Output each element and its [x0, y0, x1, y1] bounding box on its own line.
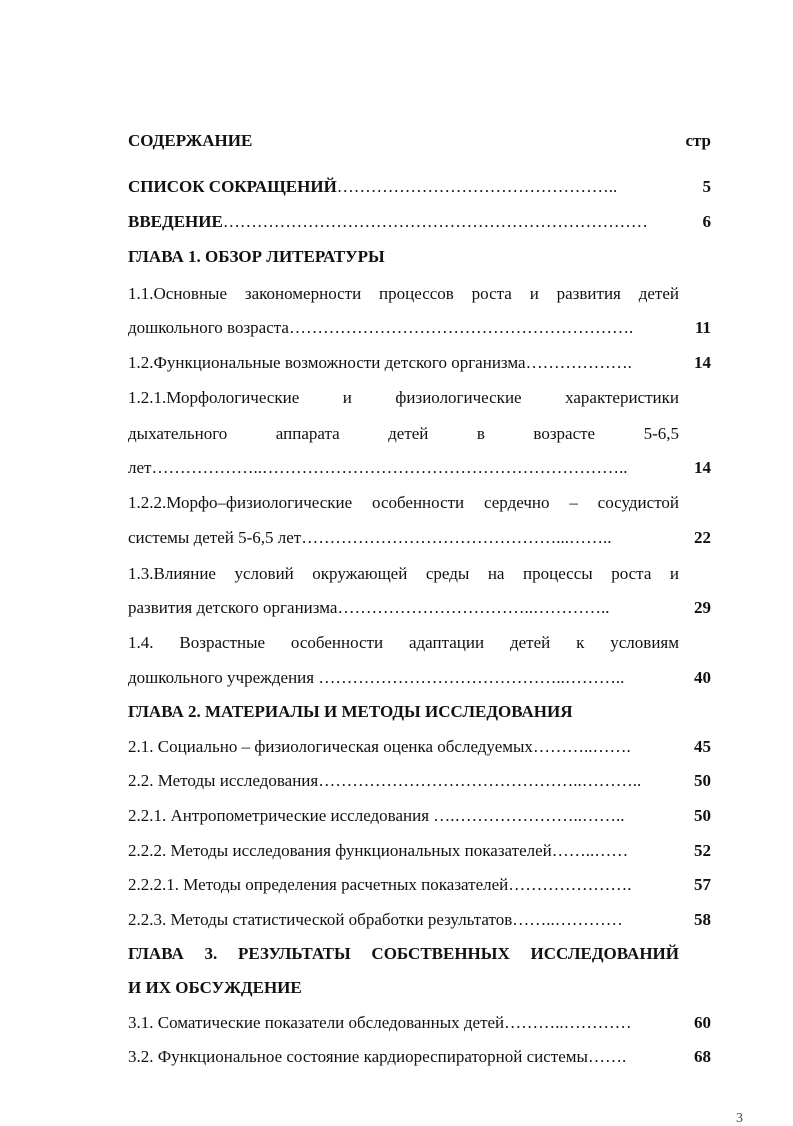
entry-page: 57: [694, 875, 711, 894]
entry-page: 58: [694, 910, 711, 929]
toc-entry-1-4: [128, 668, 711, 688]
toc-entry-1-1: [128, 318, 711, 338]
entry-page: 52: [694, 841, 711, 860]
chapter-3-heading-line2: И ИХ ОБСУЖДЕНИЕ: [128, 978, 302, 997]
toc-entry-2-1: [128, 737, 711, 757]
entry-text: 2.2.2.1. Методы определения расчетных показателей: [128, 875, 509, 894]
toc-entry-2-2: [128, 771, 711, 791]
chapter-1-heading: ГЛАВА 1. ОБЗОР ЛИТЕРАТУРЫ: [128, 247, 385, 266]
entry-page: 5: [702, 177, 711, 196]
entry-page: 11: [694, 318, 711, 337]
entry-dots: ………………………………………..………..: [318, 771, 642, 790]
toc-entry-2-2-3: [128, 910, 711, 930]
entry-text: 2.2.1. Антропометрические исследования: [128, 806, 434, 825]
entry-text: 2.2.3. Методы статистической обработки результатов: [128, 910, 513, 929]
entry-page: 60: [694, 1013, 711, 1032]
toc-header: [128, 131, 711, 151]
toc-entry-2-2-1: [128, 806, 711, 826]
toc-entry-introduction: [128, 212, 711, 232]
entry-text: ВВЕДЕНИЕ: [128, 212, 223, 231]
entry-page: 6: [702, 212, 711, 231]
entry-dots: ………..…………: [504, 1013, 632, 1032]
entry-page: 14: [694, 353, 711, 372]
entry-text: дошкольного учреждения: [128, 668, 319, 687]
toc-entry-1-2-1-line1: 1.2.1.Морфологические и физиологические характеристики: [128, 388, 679, 407]
entry-page: 40: [694, 668, 711, 687]
entry-page: 29: [694, 598, 711, 617]
toc-entry-1-2-1: [128, 458, 711, 478]
entry-dots: ……………….: [525, 353, 632, 372]
entry-dots: ……..……: [551, 841, 629, 860]
entry-text: 3.2. Функциональное состояние кардиореспираторной системы: [128, 1047, 588, 1066]
entry-page: 45: [694, 737, 711, 756]
toc-entry-1-3-line1: 1.3.Влияние условий окружающей среды на процессы роста и: [128, 564, 679, 583]
chapter-3-heading-line1: ГЛАВА 3. РЕЗУЛЬТАТЫ СОБСТВЕННЫХ ИССЛЕДОВАНИЙ: [128, 944, 679, 963]
entry-text: развития детского организма: [128, 598, 338, 617]
entry-dots: ……………………………………..………..: [318, 668, 625, 687]
entry-dots: …………………………………………………………………: [222, 212, 648, 231]
entry-dots: ………..…….: [532, 737, 631, 756]
entry-dots: ………………….: [508, 875, 632, 894]
toc-entry-abbreviations: [128, 177, 711, 197]
entry-dots: ………………..………………………………………………………..: [151, 458, 628, 477]
toc-entry-2-2-2: [128, 841, 711, 861]
toc-entry-1-2: [128, 353, 711, 373]
toc-entry-1-2-1-line2: дыхательного аппарата детей в возрасте 5-6,5: [128, 424, 679, 443]
toc-entry-1-4-line1: 1.4. Возрастные особенности адаптации детей к условиям: [128, 633, 679, 652]
toc-entry-1-1-line1: 1.1.Основные закономерности процессов роста и развития детей: [128, 284, 679, 303]
entry-dots: ………………………………………...……..: [301, 528, 612, 547]
toc-title: СОДЕРЖАНИЕ: [128, 131, 253, 150]
page-column-label: стр: [685, 131, 711, 150]
entry-page: 68: [694, 1047, 711, 1066]
entry-text: 2.1. Социально – физиологическая оценка обследуемых: [128, 737, 533, 756]
toc-entry-2-2-2-1: [128, 875, 711, 895]
entry-text: 1.2.Функциональные возможности детского организма: [128, 353, 526, 372]
entry-dots: …….: [587, 1047, 627, 1066]
entry-page: 50: [694, 806, 711, 825]
entry-text: дошкольного возраста: [128, 318, 289, 337]
entry-dots: ……………………………..…………..: [337, 598, 610, 617]
toc-entry-1-2-2-line1: 1.2.2.Морфо–физиологические особенности сердечно – сосудистой: [128, 493, 679, 512]
entry-dots: …………………………………………………….: [288, 318, 634, 337]
entry-text: лет: [128, 458, 152, 477]
entry-dots: ……..…………: [512, 910, 623, 929]
toc-entry-1-2-2: [128, 528, 711, 548]
entry-dots: …………………………………………..: [336, 177, 618, 196]
entry-page: 14: [694, 458, 711, 477]
toc-entry-3-1: [128, 1013, 711, 1033]
entry-text: 2.2.2. Методы исследования функциональных показателей: [128, 841, 552, 860]
entry-text: 3.1. Соматические показатели обследованных детей: [128, 1013, 505, 1032]
entry-page: 50: [694, 771, 711, 790]
entry-text: 2.2. Методы исследования: [128, 771, 319, 790]
entry-text: СПИСОК СОКРАЩЕНИЙ: [128, 177, 337, 196]
toc-entry-1-3: [128, 598, 711, 618]
entry-text: системы детей 5-6,5 лет: [128, 528, 302, 547]
toc-entry-3-2: [128, 1047, 711, 1067]
chapter-2-heading: ГЛАВА 2. МАТЕРИАЛЫ И МЕТОДЫ ИССЛЕДОВАНИЯ: [128, 702, 573, 721]
entry-dots: ….…………………..……..: [433, 806, 625, 825]
page-number: 3: [736, 1111, 743, 1126]
entry-page: 22: [694, 528, 711, 547]
